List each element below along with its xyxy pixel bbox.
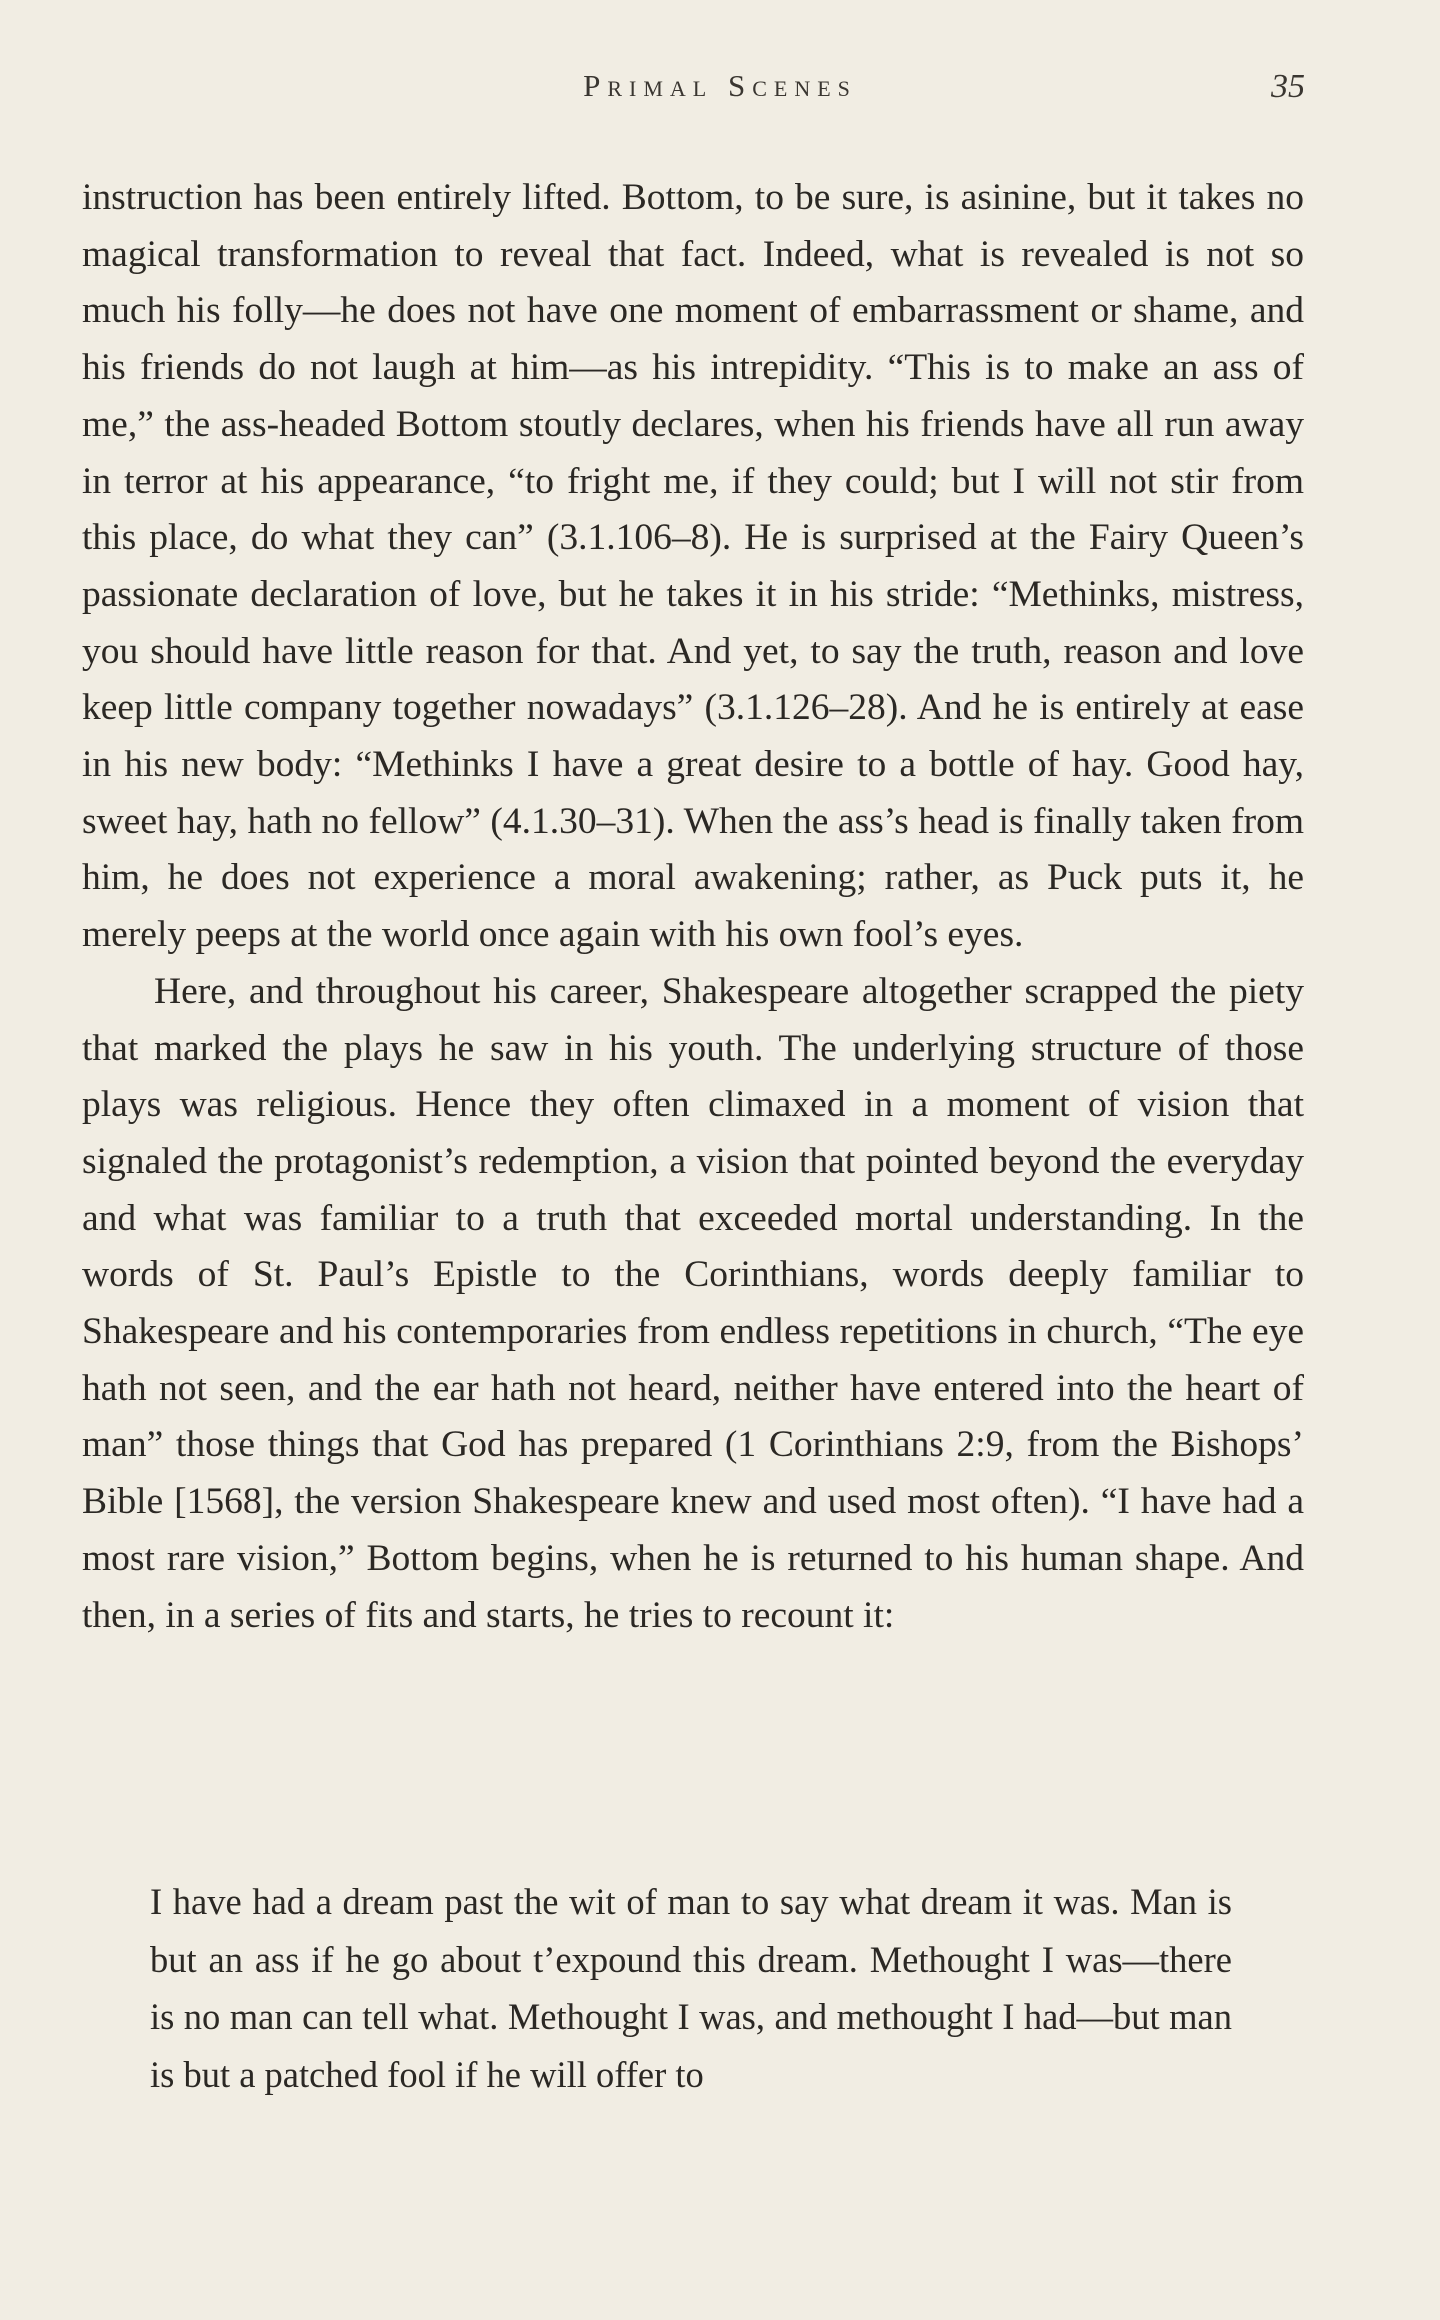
page-number: 35 <box>1271 68 1305 105</box>
paragraph-1: instruction has been entirely lifted. Bottom, to be sure, is asinine, but it takes no magical transformation to reveal that fact. Indeed, what is revealed is not so much his folly—he does not have one moment of embarrassment or shame, and his friends do not laugh at him—as his intrepidity. “This is to make an ass of me,” the ass-headed Bottom stoutly declares, when his friends have all run away in terror at his appearance, “to fright me, if they could; but I will not stir from this place, do what they can” (3.1.106–8). He is surprised at the Fairy Queen’s passionate declaration of love, but he takes it in his stride: “Methinks, mistress, you should have little reason for that. And yet, to say the truth, reason and love keep little company together nowadays” (3.1.126–28). And he is entirely at ease in his new body: “Methinks I have a great desire to a bottle of hay. Good hay, sweet hay, hath no fellow” (4.1.30–31). When the ass’s head is finally taken from him, he does not experience a moral awakening; rather, as Puck puts it, he merely peeps at the world once again with his own fool’s eyes. <box>82 177 1304 956</box>
block-quote <box>150 1873 1232 2103</box>
body-text <box>82 170 1304 1644</box>
running-head <box>0 68 1440 118</box>
running-title: Primal Scenes <box>583 68 857 103</box>
block-quote-text: I have had a dream past the wit of man to say what dream it was. Man is but an ass if he go about t’expound this dream. Methought I was—there is no man can tell what. Methought I was, and methought I had—but man is but a patched fool if he will offer to <box>150 1881 1232 2095</box>
paragraph-2: Here, and throughout his career, Shakespeare altogether scrapped the piety that marked the plays he saw in his youth. The underlying structure of those plays was religious. Hence they often climaxed in a moment of vision that signaled the protagonist’s redemption, a vision that pointed beyond the everyday and what was familiar to a truth that exceeded mortal understanding. In the words of St. Paul’s Epistle to the Corinthians, words deeply familiar to Shakespeare and his contemporaries from endless repetitions in church, “The eye hath not seen, and the ear hath not heard, neither have entered into the heart of man” those things that God has prepared (1 Corinthians 2:9, from the Bishops’ Bible [1568], the version Shakespeare knew and used most often). “I have had a most rare vision,” Bottom begins, when he is returned to his human shape. And then, in a series of fits and starts, he tries to recount it: <box>82 970 1304 1636</box>
